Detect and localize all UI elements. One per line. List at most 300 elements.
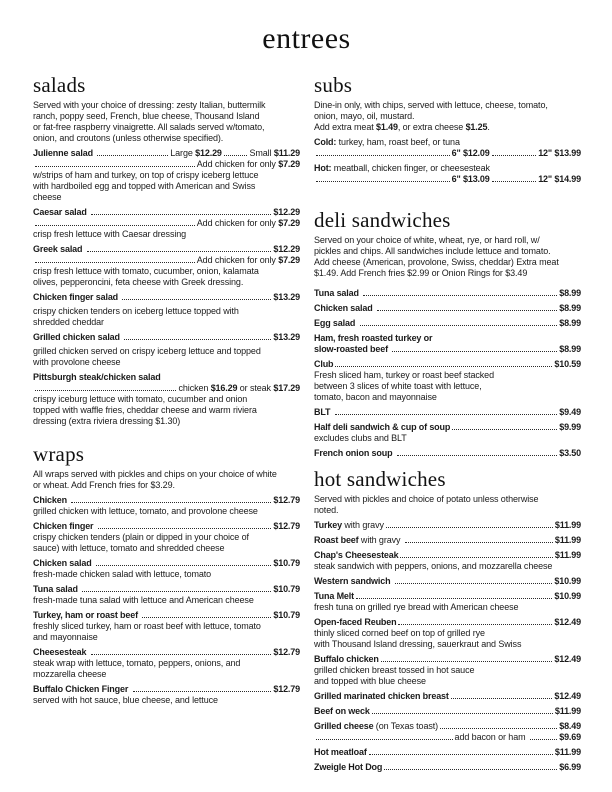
dotted-leader	[96, 561, 271, 566]
description-line: topped with waffle fries, cheddar cheese and warm riviera	[33, 405, 257, 415]
menu-item	[314, 550, 581, 572]
dotted-leader	[316, 177, 450, 182]
item-description	[314, 628, 581, 650]
item-text: All wraps served with pickles and chips on your choice of white	[33, 469, 277, 479]
item-text: , or extra cheese	[397, 122, 466, 132]
description-line: crispy iceburg lettuce with tomato, cucumber and onion	[33, 394, 248, 404]
dotted-leader	[122, 295, 271, 300]
menu-item	[314, 762, 581, 773]
item-price: $10.99	[554, 576, 581, 586]
menu-item	[314, 520, 581, 531]
item-price: $8.49	[559, 721, 581, 731]
item-text: Small	[249, 148, 274, 158]
item-line	[33, 495, 300, 506]
menu-item	[33, 495, 300, 517]
menu-item	[314, 691, 581, 702]
item-price: 6" $12.09	[451, 148, 490, 158]
column-left	[33, 72, 300, 773]
item-line	[314, 691, 581, 702]
item-name: Half deli sandwich & cup of soup	[314, 422, 451, 432]
section-wraps	[33, 441, 300, 706]
description-line: mozzarella cheese	[33, 669, 107, 679]
section-items	[314, 520, 581, 773]
item-name: Tuna Melt	[314, 591, 354, 601]
menu-item	[314, 617, 581, 650]
item-text: Served on your choice of white, wheat, rye, or hard roll, w/	[314, 235, 540, 245]
menu-item	[314, 535, 581, 546]
menu-item	[33, 610, 300, 643]
item-description	[314, 665, 581, 687]
item-description	[33, 506, 300, 517]
dotted-leader	[381, 657, 553, 662]
menu-item	[33, 332, 300, 368]
section-hot-sandwiches	[314, 466, 581, 773]
dotted-leader	[397, 451, 557, 456]
dotted-leader	[395, 579, 553, 584]
item-price: $11.99	[554, 520, 581, 530]
item-price: $7.29	[278, 218, 300, 228]
item-name: Cold:	[314, 137, 337, 147]
section-items	[314, 288, 581, 459]
description-line: dressing (extra riviera dressing $1.30)	[33, 416, 181, 426]
menu-item	[314, 318, 581, 329]
dotted-leader	[71, 498, 271, 503]
item-name: Ham, fresh roasted turkey or	[314, 333, 433, 343]
menu-item	[33, 684, 300, 706]
item-line	[33, 159, 300, 170]
dotted-leader	[451, 694, 553, 699]
dotted-leader	[392, 347, 557, 352]
item-description	[33, 306, 300, 328]
item-name: Hot meatloaf	[314, 747, 367, 757]
item-name: Turkey	[314, 520, 342, 530]
item-line	[314, 318, 581, 329]
dotted-leader	[335, 410, 557, 415]
description-line: crisp fresh lettuce with Caesar dressing	[33, 229, 187, 239]
item-text: onion, and croutons (unless otherwise specified).	[33, 133, 224, 143]
intro-line	[314, 268, 581, 279]
menu-item	[33, 521, 300, 554]
item-price: $8.99	[559, 303, 581, 313]
intro-line	[314, 257, 581, 268]
item-text: Served with pickles and choice of potato unless otherwise	[314, 494, 539, 504]
description-line: between 3 slices of white toast with lettuce,	[314, 381, 482, 391]
item-line	[314, 732, 581, 743]
section-items	[33, 148, 300, 427]
description-line: steak wrap with lettuce, tomato, peppers, onions, and	[33, 658, 241, 668]
item-name: BLT	[314, 407, 333, 417]
item-line	[314, 359, 581, 370]
item-price: $8.99	[559, 288, 581, 298]
item-text: Add chicken for only	[196, 218, 279, 228]
description-line: crispy chicken tenders on iceberg lettuce topped with	[33, 306, 239, 316]
item-line	[314, 288, 581, 299]
item-name: Buffalo Chicken Finger	[33, 684, 131, 694]
item-text: $1.49. Add French fries $2.99 or Onion Rings for $3.49	[314, 268, 528, 278]
item-price: $12.79	[273, 521, 300, 531]
item-price: 6" $13.09	[451, 174, 490, 184]
dotted-leader	[398, 620, 552, 625]
section-title-wraps: wraps	[33, 442, 85, 466]
item-name: Western sandwich	[314, 576, 393, 586]
section-items	[33, 495, 300, 706]
item-line	[314, 148, 581, 159]
page-title: entrees	[262, 22, 351, 55]
item-price: $12.79	[273, 495, 300, 505]
item-text: meatball, chicken finger, or cheesesteak	[331, 163, 490, 173]
item-name: Egg salad	[314, 318, 358, 328]
item-price: $10.99	[554, 591, 581, 601]
item-price: $12.79	[273, 684, 300, 694]
item-name: French onion soup	[314, 448, 395, 458]
item-text: Add extra meat	[314, 122, 377, 132]
menu-item	[314, 747, 581, 758]
item-text: add bacon or ham	[454, 732, 528, 742]
item-price: $10.79	[273, 610, 300, 620]
item-line	[314, 617, 581, 628]
item-line	[314, 333, 581, 344]
item-description	[33, 394, 300, 427]
item-line	[33, 218, 300, 229]
item-description	[33, 170, 300, 203]
item-text: or wheat. Add French fries for $3.29.	[33, 480, 175, 490]
item-price: $11.99	[554, 550, 581, 560]
menu-item	[33, 244, 300, 288]
dotted-leader	[35, 162, 195, 167]
description-line: grilled chicken with lettuce, tomato, and provolone cheese	[33, 506, 258, 516]
item-text: Dine-in only, with chips, served with lettuce, cheese, tomato,	[314, 100, 548, 110]
item-text: with gravy	[358, 535, 403, 545]
description-line: grilled chicken served on crispy iceberg lettuce and topped	[33, 346, 261, 356]
dotted-leader	[35, 258, 195, 263]
item-name: Chicken finger	[33, 521, 96, 531]
intro-line	[314, 100, 581, 111]
item-line	[314, 535, 581, 546]
section-intro	[33, 469, 300, 491]
item-price: 12" $13.99	[538, 148, 581, 158]
item-line	[314, 163, 581, 174]
dotted-leader	[35, 386, 176, 391]
item-name: Greek salad	[33, 244, 85, 254]
item-name: Tuna salad	[33, 584, 81, 594]
item-line	[314, 303, 581, 314]
item-price: $8.99	[559, 318, 581, 328]
item-line	[33, 244, 300, 255]
dotted-leader	[133, 687, 272, 692]
item-line	[33, 558, 300, 569]
item-price: $13.29	[273, 292, 300, 302]
dotted-leader	[363, 291, 557, 296]
dotted-leader	[492, 151, 537, 156]
item-text: pickles and chips. All sandwiches include lettuce and tomato.	[314, 246, 551, 256]
item-price: $1.25	[465, 122, 488, 132]
item-line	[314, 654, 581, 665]
dotted-leader	[356, 594, 552, 599]
item-text: Add chicken for only	[196, 255, 279, 265]
item-price: $3.50	[559, 448, 581, 458]
section-title-subs: subs	[314, 73, 353, 97]
item-price: $7.29	[278, 159, 300, 169]
intro-line	[33, 133, 300, 144]
item-line	[33, 584, 300, 595]
item-name: Pittsburgh steak/chicken salad	[33, 372, 161, 382]
section-subs	[314, 72, 581, 185]
description-line: w/strips of ham and turkey, on top of crispy iceberg lettuce	[33, 170, 259, 180]
item-price: $10.79	[273, 584, 300, 594]
menu-item	[314, 448, 581, 459]
item-line	[314, 706, 581, 717]
section-intro	[314, 100, 581, 133]
dotted-leader	[142, 613, 271, 618]
item-line	[314, 550, 581, 561]
item-line	[33, 255, 300, 266]
item-price: $11.99	[554, 706, 581, 716]
description-line: crispy chicken tenders (plain or dipped in your choice of	[33, 532, 249, 542]
item-line	[314, 448, 581, 459]
item-description	[33, 532, 300, 554]
item-price: $8.99	[559, 344, 581, 354]
dotted-leader	[91, 210, 271, 215]
column-right	[314, 72, 581, 773]
dotted-leader	[316, 735, 453, 740]
dotted-leader	[91, 650, 272, 655]
dotted-leader	[405, 538, 553, 543]
item-description	[33, 569, 300, 580]
item-description	[33, 229, 300, 240]
dotted-leader	[440, 724, 557, 729]
item-name: Hot:	[314, 163, 332, 173]
menu-item	[33, 558, 300, 580]
dotted-leader	[386, 523, 553, 528]
description-line: cheese	[33, 192, 62, 202]
section-title-hot-sandwiches: hot sandwiches	[314, 467, 446, 491]
menu-item	[314, 333, 581, 355]
item-description	[314, 561, 581, 572]
item-text: onion, mayo, oil, mustard.	[314, 111, 415, 121]
item-text: noted.	[314, 505, 339, 515]
section-items	[314, 137, 581, 185]
item-price: $11.99	[554, 747, 581, 757]
intro-line	[33, 469, 300, 480]
description-line: and mayonnaise	[33, 632, 98, 642]
menu-columns	[33, 72, 580, 773]
item-line	[314, 576, 581, 587]
description-line: with provolone cheese	[33, 357, 121, 367]
item-name: Roast beef	[314, 535, 359, 545]
dotted-leader	[492, 177, 537, 182]
section-intro	[33, 100, 300, 144]
item-name: Turkey, ham or roast beef	[33, 610, 141, 620]
description-line: freshly sliced turkey, ham or roast beef with lettuce, tomato	[33, 621, 261, 631]
item-text: Served with your choice of dressing: zesty Italian, buttermilk	[33, 100, 266, 110]
dotted-leader	[400, 553, 552, 558]
menu-item	[314, 721, 581, 743]
intro-line	[314, 505, 581, 516]
item-price: $12.29	[273, 244, 300, 254]
description-line: steak sandwich with peppers, onions, and mozzarella cheese	[314, 561, 553, 571]
description-line: served with hot sauce, blue cheese, and lettuce	[33, 695, 218, 705]
item-line	[33, 684, 300, 695]
intro-line	[314, 122, 581, 133]
menu-item	[314, 359, 581, 403]
item-text: Add chicken for only	[196, 159, 279, 169]
item-price: $9.69	[559, 732, 581, 742]
item-description	[314, 602, 581, 613]
item-line	[33, 521, 300, 532]
description-line: excludes clubs and BLT	[314, 433, 407, 443]
item-price: $12.29	[273, 207, 300, 217]
description-line: fresh-made chicken salad with lettuce, tomato	[33, 569, 212, 579]
item-line	[33, 372, 300, 383]
intro-line	[33, 122, 300, 133]
item-description	[33, 346, 300, 368]
item-text: Large	[170, 148, 196, 158]
item-name: Zweigle Hot Dog	[314, 762, 383, 772]
description-line: shredded cheddar	[33, 317, 104, 327]
intro-line	[314, 246, 581, 257]
dotted-leader	[124, 335, 271, 340]
item-line	[314, 591, 581, 602]
dotted-leader	[82, 587, 271, 592]
menu-item	[33, 647, 300, 680]
item-line	[314, 762, 581, 773]
item-price: $7.29	[278, 255, 300, 265]
item-name: Chicken salad	[314, 303, 375, 313]
item-description	[33, 658, 300, 680]
item-price: $1.49	[376, 122, 398, 132]
item-description	[314, 433, 581, 444]
item-text: (on Texas toast)	[375, 721, 439, 731]
description-line: fresh tuna on grilled rye bread with American cheese	[314, 602, 519, 612]
item-text: chicken	[178, 383, 211, 393]
description-line: Fresh sliced ham, turkey or roast beef stacked	[314, 370, 494, 380]
section-salads	[33, 72, 300, 427]
item-price: $12.49	[554, 654, 581, 664]
item-price: $12.29	[195, 148, 222, 158]
item-price: $10.79	[273, 558, 300, 568]
item-name: slow-roasted beef	[314, 344, 391, 354]
item-price: 12" $14.99	[538, 174, 581, 184]
menu-item	[33, 584, 300, 606]
dotted-leader	[384, 765, 557, 770]
item-price: $11.29	[273, 148, 300, 158]
item-price: $10.59	[554, 359, 581, 369]
item-name: Club	[314, 359, 334, 369]
item-name: Tuna salad	[314, 288, 362, 298]
dotted-leader	[316, 151, 450, 156]
intro-line	[33, 480, 300, 491]
intro-line	[33, 100, 300, 111]
item-description	[33, 621, 300, 643]
menu-item	[314, 422, 581, 444]
item-line	[33, 332, 300, 343]
item-name: Grilled marinated chicken breast	[314, 691, 449, 701]
section-intro	[314, 235, 581, 279]
description-line: crisp fresh lettuce with tomato, cucumber, onion, kalamata	[33, 266, 259, 276]
item-price: $12.49	[554, 691, 581, 701]
item-line	[314, 422, 581, 433]
menu-item	[314, 288, 581, 299]
item-name: Julienne salad	[33, 148, 96, 158]
description-line: with hardboiled egg and topped with American and Swiss	[33, 181, 256, 191]
description-line: olives, pepperoncini, feta cheese with Greek dressing.	[33, 277, 244, 287]
menu-item	[33, 372, 300, 427]
item-text: with gravy	[341, 520, 384, 530]
item-text: Add cheese (American, provolone, Swiss, cheddar) Extra meat	[314, 257, 559, 267]
item-line	[33, 610, 300, 621]
item-line	[314, 747, 581, 758]
item-price: $13.29	[273, 332, 300, 342]
intro-line	[314, 494, 581, 505]
item-description	[33, 695, 300, 706]
item-price: $17.29	[273, 383, 300, 393]
dotted-leader	[360, 321, 558, 326]
item-line	[33, 148, 300, 159]
menu-item	[314, 706, 581, 717]
item-line	[33, 292, 300, 303]
item-name: Open-faced Reuben	[314, 617, 397, 627]
item-price: $16.29	[210, 383, 238, 393]
section-title-deli-sandwiches: deli sandwiches	[314, 208, 451, 232]
intro-line	[314, 235, 581, 246]
item-description	[33, 266, 300, 288]
item-price: $9.49	[559, 407, 581, 417]
item-text: ranch, poppy seed, French, blue cheese, Thousand Island	[33, 111, 260, 121]
description-line: grilled chicken breast tossed in hot sauce	[314, 665, 475, 675]
item-line	[314, 137, 581, 148]
menu-item	[314, 163, 581, 185]
item-price: $9.99	[559, 422, 581, 432]
menu-item	[314, 576, 581, 587]
item-line	[33, 207, 300, 218]
item-line	[314, 520, 581, 531]
item-line	[314, 721, 581, 732]
menu-item	[314, 591, 581, 613]
item-text: .	[487, 122, 490, 132]
menu-item	[314, 407, 581, 418]
dotted-leader	[377, 306, 557, 311]
description-line: sauce) with lettuce, tomato and shredded cheese	[33, 543, 225, 553]
item-price: $11.99	[554, 535, 581, 545]
item-description	[33, 595, 300, 606]
item-line	[33, 383, 300, 394]
section-intro	[314, 494, 581, 516]
dotted-leader	[530, 735, 557, 740]
item-text: turkey, ham, roast beef, or tuna	[336, 137, 460, 147]
item-name: Caesar salad	[33, 207, 90, 217]
dotted-leader	[87, 247, 272, 252]
dotted-leader	[335, 362, 552, 367]
section-deli-sandwiches	[314, 207, 581, 459]
dotted-leader	[97, 151, 168, 156]
dotted-leader	[224, 151, 248, 156]
dotted-leader	[372, 709, 553, 714]
item-line	[314, 174, 581, 185]
item-name: Grilled chicken salad	[33, 332, 123, 342]
description-line: thinly sliced corned beef on top of grilled rye	[314, 628, 485, 638]
dotted-leader	[98, 524, 272, 529]
description-line: and topped with blue cheese	[314, 676, 426, 686]
dotted-leader	[369, 750, 553, 755]
menu-item	[33, 207, 300, 240]
item-text: or steak	[237, 383, 274, 393]
item-name: Chap's Cheesesteak	[314, 550, 399, 560]
menu-item	[33, 292, 300, 328]
item-price: $12.79	[273, 647, 300, 657]
item-name: Chicken salad	[33, 558, 94, 568]
item-name: Grilled cheese	[314, 721, 376, 731]
item-line	[33, 647, 300, 658]
